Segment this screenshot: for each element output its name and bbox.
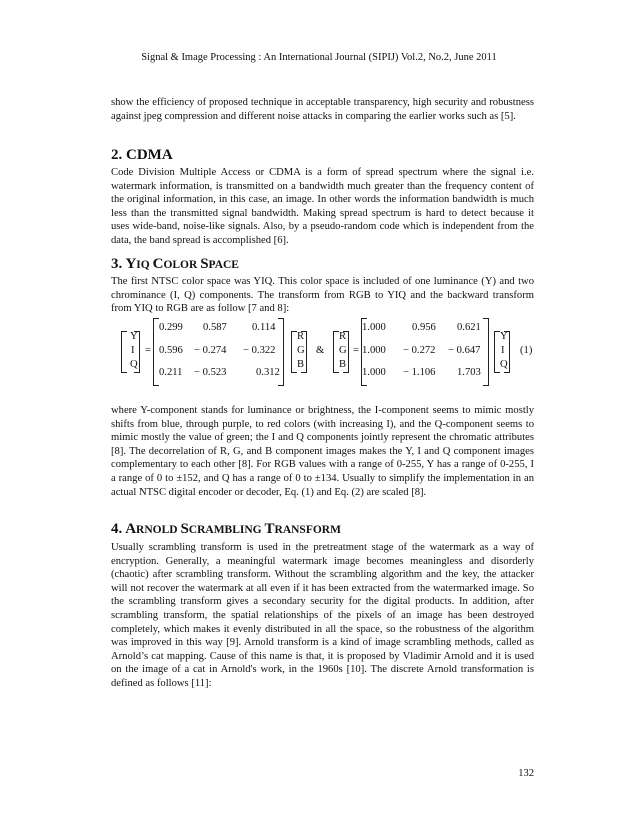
matrix-cell: 1.000 <box>362 367 386 378</box>
matrix-cell: 0.312 <box>256 367 280 378</box>
matrix-cell: 0.114 <box>252 322 276 333</box>
matrix-cell: − 0.523 <box>194 367 227 378</box>
equals-sign: = <box>145 345 151 356</box>
matrix-cell: − 1.106 <box>403 367 436 378</box>
vector-entry: B <box>297 359 305 370</box>
matrix-cell: − 0.322 <box>243 345 276 356</box>
section-heading-yiq <box>111 256 239 273</box>
vector-entry: I <box>131 345 135 356</box>
equation-1 <box>0 318 638 390</box>
section-heading-arnold <box>111 521 341 538</box>
matrix-cell: 1.000 <box>362 322 386 333</box>
vector-entry: I <box>501 345 505 356</box>
bracket-left <box>121 331 127 373</box>
yiq-intro-paragraph: The first NTSC color space was YIQ. This color space is included of one luminance (Y) and two chrominance (I, Q) components. The transform from RGB to YIQ and the backward transform from YIQ to RGB are as follow [7 and 8]: <box>111 276 534 315</box>
vector-entry: Y <box>130 331 138 342</box>
vector-entry: R <box>297 331 305 342</box>
arnold-paragraph: Usually scrambling transform is used in the pretreatment stage of the watermark as a way of encryption. Generally, a meaningful watermark image becomes meaningless and disorderly (chaotic) after scrambling transform. Without the scrambling algorithm and the key, the attacker will not recover the watermark at all even if it has been extracted from the watermarked image. So the scrambling transform gives a secondary security for the digital products. In addition, after scrambling transform, the spatial relationships of the pixels of an image has been destroyed completely, which makes it evenly distributed in all the space, so the robustness of the algorithm was improved in this way [9]. Arnold transform is a kind of image scrambling methods, called as Arnold’s cat mapping. Cause of this name is that, it is proposed by Vladimir Arnold and it is used on the image of a cat in Arnold's work, in the 1960s [10]. The discrete Arnold transformation is defined as follows [11]: <box>111 542 534 689</box>
heading-smallcaps: OLOR <box>163 259 201 271</box>
matrix-cell: 1.000 <box>362 345 386 356</box>
page-number: 132 <box>518 768 534 779</box>
bracket-right <box>301 331 307 373</box>
vector-entry: G <box>339 345 347 356</box>
equals-sign: = <box>353 345 359 356</box>
ampersand: & <box>316 345 325 356</box>
bracket-right <box>134 331 140 373</box>
matrix-cell: 0.596 <box>159 345 183 356</box>
matrix-cell: 0.211 <box>159 367 183 378</box>
vector-entry: R <box>339 331 347 342</box>
heading-number: 4. <box>111 521 126 537</box>
matrix-cell: − 0.274 <box>194 345 227 356</box>
heading-cap: S <box>180 521 189 537</box>
matrix-cell: − 0.272 <box>403 345 436 356</box>
heading-smallcaps: RANSFORM <box>274 524 341 536</box>
matrix-cell: − 0.647 <box>448 345 481 356</box>
heading-cap: A <box>125 521 137 537</box>
equation-number: (1) <box>520 345 533 356</box>
heading-cap: S <box>200 256 209 272</box>
intro-paragraph: show the efficiency of proposed technique in acceptable transparency, high security and robustness against jpeg compression and different noise attacks in comparing the earlier works such as [5]. <box>111 97 534 122</box>
vector-entry: Y <box>500 331 508 342</box>
bracket-right <box>504 331 510 373</box>
heading-cap: C <box>152 256 164 272</box>
heading-number: 3. <box>111 256 126 272</box>
heading-smallcaps: PACE <box>208 259 239 271</box>
vector-entry: Q <box>500 359 508 370</box>
cdma-paragraph: Code Division Multiple Access or CDMA is a form of spread spectrum where the signal i.e. watermark information, is transmitted on a bandwidth much greater than the frequency content of the original information, in this case, an image. In other words the information bandwidth is much less than the transmitted signal bandwidth. Making spread spectrum is hard to detect because it uses wide-band, noise-like signals. Also, by a pseudo-random code which is independent from the data, the band spread is accomplished [6]. <box>111 167 534 246</box>
bracket-right <box>278 318 284 386</box>
heading-cap: T <box>264 521 275 537</box>
matrix-cell: 0.956 <box>412 322 436 333</box>
matrix-cell: 1.703 <box>457 367 481 378</box>
heading-smallcaps: IQ <box>136 259 153 271</box>
matrix-cell: 0.299 <box>159 322 183 333</box>
vector-entry: G <box>297 345 305 356</box>
running-header: Signal & Image Processing : An International Journal (SIPIJ) Vol.2, No.2, June 2011 <box>141 52 497 63</box>
vector-entry: Q <box>130 359 138 370</box>
yiq-description-paragraph: where Y-component stands for luminance or brightness, the I-component seems to mimic mostly shifts from blue, through purple, to red colors (with increasing I), and the Q-component seems to mimic mostly the value of green; the I and Q components jointly represent the chromatic attributes [8]. The decorrelation of R, G, and B component images makes the Y, I and Q component images complementary to each other [8]. For RGB values with a range of 0-255, Y has a range of 0-255, I a range of 0 to ±152, and Q has a range of 0 to ±134. Usually to simplify the implementation in an actual NTSC digital encoder or decoder, Eq. (1) and Eq. (2) are scaled [8]. <box>111 405 534 498</box>
heading-smallcaps: RNOLD <box>136 524 181 536</box>
heading-cap: Y <box>125 256 137 272</box>
bracket-right <box>343 331 349 373</box>
matrix-cell: 0.621 <box>457 322 481 333</box>
bracket-right <box>483 318 489 386</box>
vector-entry: B <box>339 359 347 370</box>
heading-smallcaps: CRAMBLING <box>188 524 265 536</box>
matrix-cell: 0.587 <box>203 322 227 333</box>
section-heading-cdma: 2. CDMA <box>111 147 173 163</box>
